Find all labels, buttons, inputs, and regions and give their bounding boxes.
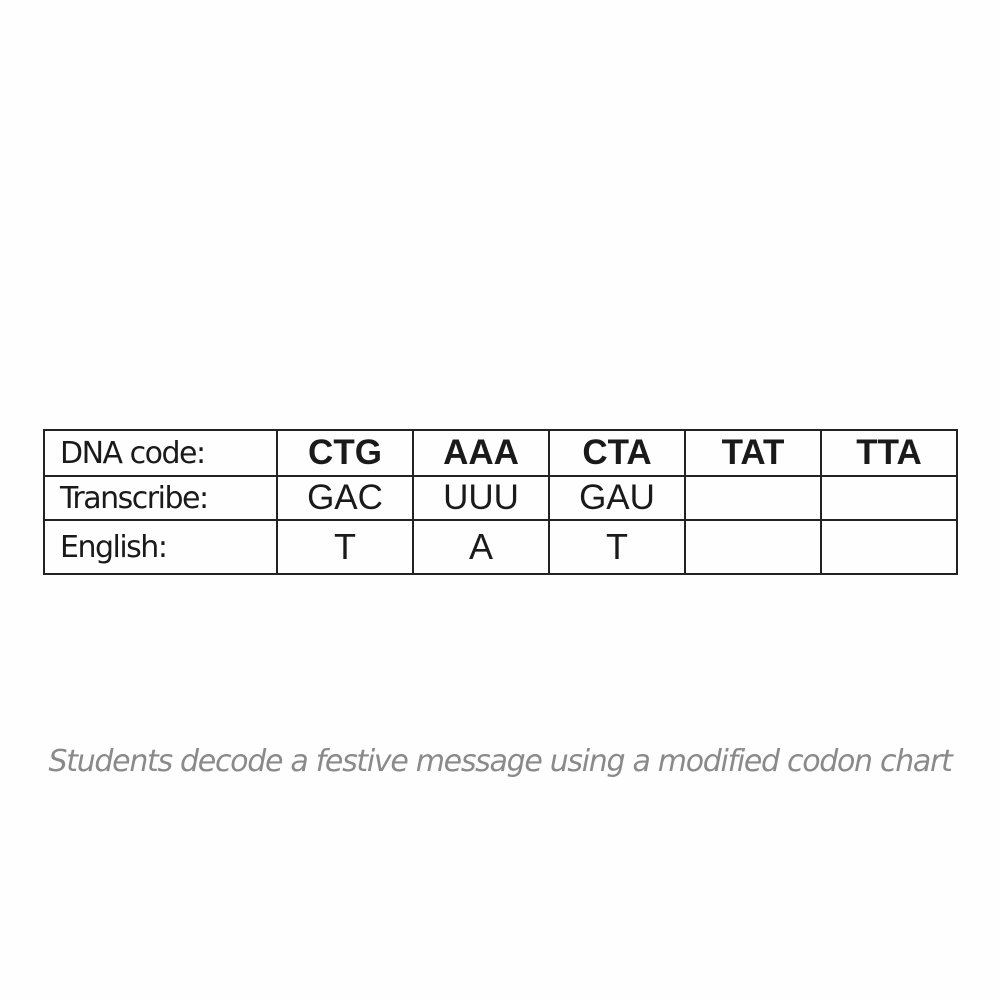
rna-cell: GAU bbox=[549, 476, 685, 520]
dna-cell: TTA bbox=[821, 430, 957, 476]
row-label-dna: DNA code: bbox=[44, 430, 277, 476]
dna-cell: CTA bbox=[549, 430, 685, 476]
dna-cell: AAA bbox=[413, 430, 549, 476]
rna-cell: UUU bbox=[413, 476, 549, 520]
image-caption: Students decode a festive message using a modified codon chart bbox=[48, 744, 952, 779]
english-cell-blank bbox=[821, 520, 957, 574]
english-cell: A bbox=[413, 520, 549, 574]
english-cell-blank bbox=[685, 520, 821, 574]
codon-worksheet-table bbox=[43, 429, 958, 575]
english-row bbox=[44, 520, 957, 574]
transcribe-row bbox=[44, 476, 957, 520]
row-label-english: English: bbox=[44, 520, 277, 574]
dna-code-row bbox=[44, 430, 957, 476]
rna-cell-blank bbox=[821, 476, 957, 520]
rna-cell: GAC bbox=[277, 476, 413, 520]
english-cell: T bbox=[549, 520, 685, 574]
rna-cell-blank bbox=[685, 476, 821, 520]
english-cell: T bbox=[277, 520, 413, 574]
dna-cell: TAT bbox=[685, 430, 821, 476]
row-label-transcribe: Transcribe: bbox=[44, 476, 277, 520]
dna-cell: CTG bbox=[277, 430, 413, 476]
